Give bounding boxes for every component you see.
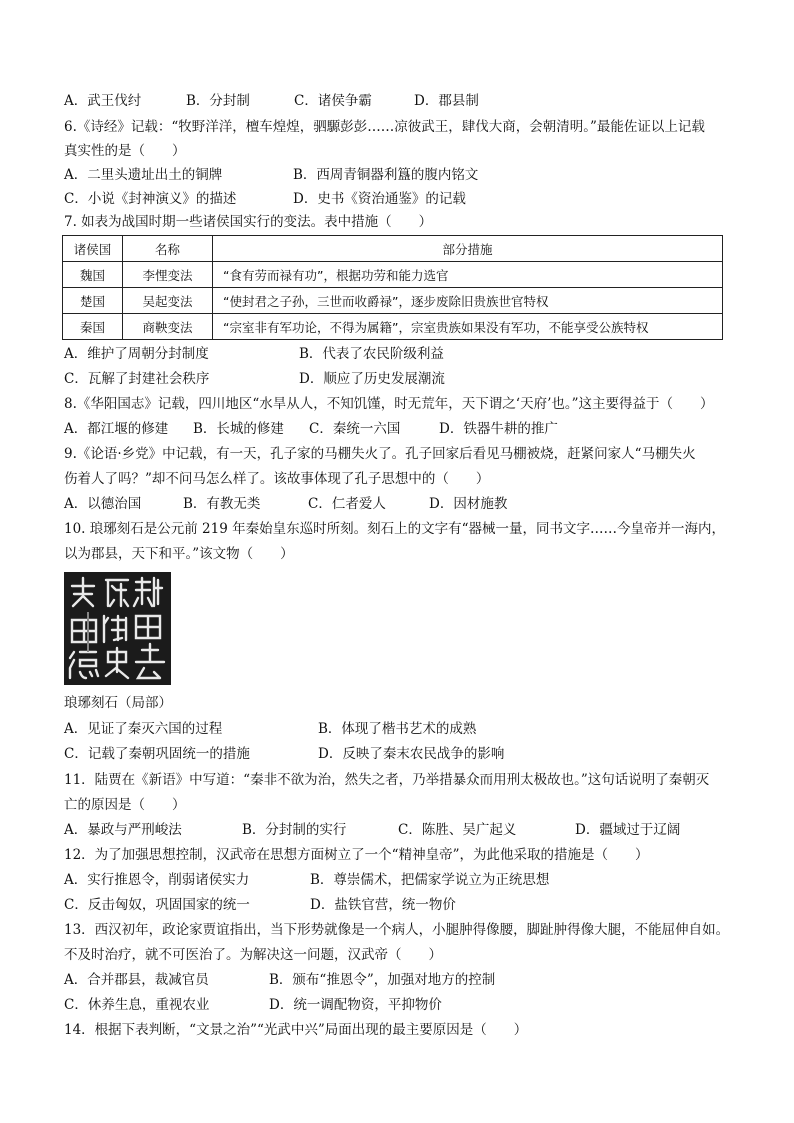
q11-option-a[interactable]: A．暴政与严刑峻法 [64,822,182,838]
reform-table [62,235,723,340]
q5-option-a[interactable]: A．武王伐纣 [64,93,142,109]
q10-stem-line2: 以为郡县，天下和平。”该文物（ ） [64,546,294,562]
header-name: 名称 [123,236,213,262]
q12-option-d[interactable]: D．盐铁官营，统一物价 [310,897,456,913]
q10-options-row2 [64,745,744,763]
q10-stem-line1: 10. 琅琊刻石是公元前 219 年秦始皇东巡时所刻。刻石上的文字有“器械一量，同书文字……今皇帝并一海内， [64,521,726,537]
q8-option-a[interactable]: A．都江堰的修建 [64,421,169,437]
q10-option-b[interactable]: B．体现了楷书艺术的成熟 [318,721,477,737]
q10-image-caption: 琅琊刻石（局部） [64,695,172,711]
q13-options-row2 [64,996,744,1014]
q11-option-d[interactable]: D．疆域过于辽阔 [575,822,681,838]
q7-options-row1 [64,345,744,363]
q10-option-d[interactable]: D．反映了秦末农民战争的影响 [318,746,505,762]
q9-options [64,495,744,513]
q5-option-d[interactable]: D．郡县制 [414,93,479,109]
q10-option-c[interactable]: C．记载了秦朝巩固统一的措施 [64,746,250,762]
q11-stem-line1: 11．陆贾在《新语》中写道：“秦非不欲为治，然失之者，乃举措暴众而用刑太极故也。”这句话说明了秦朝灭 [64,772,710,788]
table-row [63,262,723,288]
q5-options [64,92,744,110]
q10-option-a[interactable]: A．见证了秦灭六国的过程 [64,721,223,737]
q11-options [64,821,744,839]
q11-stem-line2: 亡的原因是（ ） [64,797,186,813]
q11-option-b[interactable]: B．分封制的实行 [242,822,347,838]
cell-reform-name: 商鞅变法 [123,314,213,340]
q13-option-a[interactable]: A．合并郡县，裁减官员 [64,972,209,988]
q9-option-c[interactable]: C．仁者爱人 [308,496,386,512]
q6-option-a[interactable]: A．二里头遗址出土的铜牌 [64,167,223,183]
q5-option-c[interactable]: C．诸侯争霸 [294,93,372,109]
q6-option-b[interactable]: B．西周青铜器利簋的腹内铭文 [293,167,479,183]
q12-stem: 12．为了加强思想控制，汉武帝在思想方面树立了一个“精神皇帝”，为此他采取的措施是（ ） [64,847,649,863]
q9-option-b[interactable]: B．有教无类 [183,496,261,512]
q8-option-d[interactable]: D．铁器牛耕的推广 [439,421,558,437]
q12-option-a[interactable]: A．实行推恩令，削弱诸侯实力 [64,872,250,888]
q8-options [64,420,744,438]
cell-measure: “使封君之子孙，三世而收爵禄”，逐步废除旧贵族世官特权 [213,288,723,314]
header-state: 诸侯国 [63,236,123,262]
q6-stem-line2: 真实性的是（ ） [64,143,186,159]
q6-option-d[interactable]: D．史书《资治通鉴》的记载 [293,191,466,207]
cell-measure: “宗室非有军功论，不得为属籍”，宗室贵族如果没有军功，不能享受公族特权 [213,314,723,340]
cell-state: 魏国 [63,262,123,288]
cell-measure: “食有劳而禄有功”，根据功劳和能力选官 [213,262,723,288]
q14-stem: 14．根据下表判断，“文景之治”“光武中兴”局面出现的最主要原因是（ ） [64,1022,528,1038]
q13-stem-line1: 13．西汉初年，政论家贾谊指出，当下形势就像是一个病人，小腿肿得像腰，脚趾肿得像大腿，不能屈伸自如。 [64,922,730,938]
q6-stem-line1: 6.《诗经》记载：“牧野洋洋，檀车煌煌，驷騵彭彭……凉彼武王，肆伐大商，会朝清明。”最能佐证以上记载 [64,119,705,135]
cell-reform-name: 李悝变法 [123,262,213,288]
q7-option-a[interactable]: A．维护了周朝分封制度 [64,346,209,362]
q8-option-b[interactable]: B．长城的修建 [193,421,284,437]
q13-option-b[interactable]: B．颁布“推恩令”，加强对地方的控制 [269,972,496,988]
cell-state: 秦国 [63,314,123,340]
header-measures: 部分措施 [213,236,723,262]
cell-state: 楚国 [63,288,123,314]
q12-option-c[interactable]: C．反击匈奴，巩固国家的统一 [64,897,250,913]
q8-option-c[interactable]: C．秦统一六国 [309,421,401,437]
table-row [63,314,723,340]
q9-option-d[interactable]: D．因材施教 [429,496,508,512]
q13-option-c[interactable]: C．休养生息，重视农业 [64,997,210,1013]
q7-stem: 7. 如表为战国时期一些诸侯国实行的变法。表中措施（ ） [64,214,433,230]
q6-option-c[interactable]: C．小说《封神演义》的描述 [64,191,237,207]
q7-option-c[interactable]: C．瓦解了封建社会秩序 [64,371,210,387]
q12-options-row1 [64,871,744,889]
q12-options-row2 [64,896,744,914]
q13-option-d[interactable]: D．统一调配物资，平抑物价 [269,997,442,1013]
q13-options-row1 [64,971,744,989]
table-row [63,288,723,314]
q8-stem: 8.《华阳国志》记载，四川地区“水旱从人，不知饥馑，时无荒年，天下谓之‘天府’也。”这主要得益于（ ） [64,396,714,412]
q9-option-a[interactable]: A．以德治国 [64,496,142,512]
q12-option-b[interactable]: B．尊崇儒术，把儒家学说立为正统思想 [310,872,550,888]
q7-option-b[interactable]: B．代表了农民阶级利益 [299,346,444,362]
q13-stem-line2: 不及时治疗，就不可医治了。为解决这一问题，汉武帝（ ） [64,947,442,963]
q9-stem-line1: 9.《论语·乡党》中记载，有一天，孔子家的马棚失火了。孔子回家后看见马棚被烧，赶紧问家人“马棚失火 [64,446,696,462]
langya-stele-rubbing-image [64,572,171,685]
q11-option-c[interactable]: C．陈胜、吴广起义 [398,822,517,838]
q5-option-b[interactable]: B．分封制 [186,93,250,109]
cell-reform-name: 吴起变法 [123,288,213,314]
q9-stem-line2: 伤着人了吗？”却不问马怎么样了。该故事体现了孔子思想中的（ ） [64,471,490,487]
q7-options-row2 [64,370,744,388]
reform-table-header [63,236,723,262]
q7-option-d[interactable]: D．顺应了历史发展潮流 [299,371,445,387]
q6-options-row1 [64,166,744,184]
q6-options-row2 [64,190,744,208]
q10-options-row1 [64,720,744,738]
